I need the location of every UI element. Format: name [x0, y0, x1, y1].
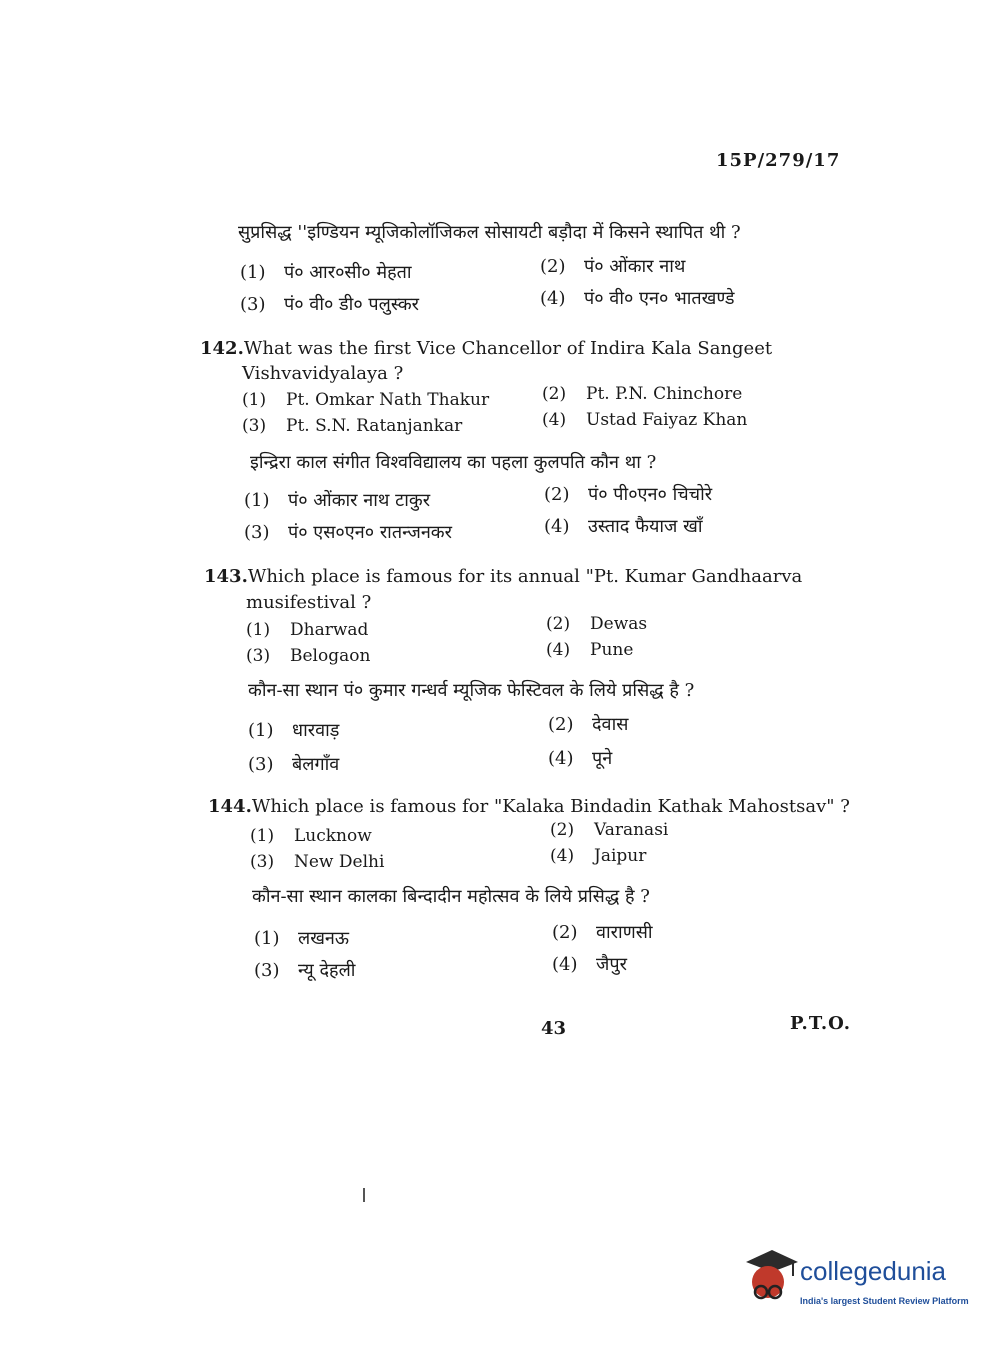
q143-question-line2: musifestival ?	[246, 592, 372, 613]
q142-option-4: (4) Ustad Faiyaz Khan	[542, 410, 748, 430]
q143-question: 143.Which place is famous for its annual "Pt. Kumar Gandhaarva	[204, 566, 803, 587]
q142-hindi-question: इन्द्रिरा काल संगीत विश्वविद्यालय का पहला कुलपति कौन था ?	[250, 452, 657, 473]
q142-hindi-option-3: (3) पं० एस०एन० रातन्जनकर	[244, 522, 452, 543]
q141-hindi-question: सुप्रसिद्ध ''इण्डियन म्यूजिकोलॉजिकल सोसायटी बड़ौदा में किसने स्थापित थी ?	[238, 222, 741, 243]
q143-option-3: (3) Belogaon	[246, 646, 371, 666]
pto-label: P.T.O.	[790, 1013, 852, 1034]
q144-option-4: (4) Jaipur	[550, 846, 647, 866]
q141-hindi-option-3: (3) पं० वी० डी० पलुस्कर	[240, 294, 420, 315]
q144-hindi-option-4: (4) जैपुर	[552, 954, 627, 975]
logo-tagline: India's largest Student Review Platform	[800, 1296, 969, 1306]
q144-option-3: (3) New Delhi	[250, 852, 385, 872]
q144-question: 144.Which place is famous for "Kalaka Bindadin Kathak Mahostsav" ?	[208, 796, 850, 817]
q142-option-3: (3) Pt. S.N. Ratanjankar	[242, 416, 463, 436]
q143-hindi-option-3: (3) बेलगाँव	[248, 754, 340, 775]
q143-hindi-option-2: (2) देवास	[548, 714, 629, 735]
q141-hindi-option-4: (4) पं० वी० एन० भातखण्डे	[540, 288, 735, 309]
logo-brand: collegedunia	[800, 1256, 947, 1286]
q144-option-1: (1) Lucknow	[250, 826, 372, 846]
scan-mark	[363, 1188, 365, 1202]
q143-option-4: (4) Pune	[546, 640, 634, 660]
mascot-icon	[742, 1248, 800, 1312]
q142-hindi-option-1: (1) पं० ओंकार नाथ टाकुर	[244, 490, 431, 511]
collegedunia-logo	[742, 1248, 972, 1318]
q143-hindi-option-4: (4) पूने	[548, 748, 613, 769]
q144-hindi-question: कौन-सा स्थान कालका बिन्दादीन महोत्सव के लिये प्रसिद्ध है ?	[252, 886, 650, 907]
q142-option-1: (1) Pt. Omkar Nath Thakur	[242, 390, 490, 410]
q144-hindi-option-3: (3) न्यू देहली	[254, 960, 356, 981]
q144-option-2: (2) Varanasi	[550, 820, 669, 840]
q142-question-line2: Vishvavidyalaya ?	[242, 363, 404, 384]
q143-option-2: (2) Dewas	[546, 614, 648, 634]
q142-hindi-option-4: (4) उस्ताद फैयाज खाँ	[544, 516, 703, 537]
page-number: 43	[541, 1018, 567, 1039]
q142-question: 142.What was the first Vice Chancellor of Indira Kala Sangeet	[200, 338, 773, 359]
q141-hindi-option-1: (1) पं० आर०सी० मेहता	[240, 262, 412, 283]
q142-option-2: (2) Pt. P.N. Chinchore	[542, 384, 743, 404]
paper-code: 15P/279/17	[716, 150, 841, 171]
q141-hindi-option-2: (2) पं० ओंकार नाथ	[540, 256, 686, 277]
q143-hindi-question: कौन-सा स्थान पं० कुमार गन्धर्व म्यूजिक फेस्टिवल के लिये प्रसिद्ध है ?	[248, 680, 695, 701]
q144-hindi-option-1: (1) लखनऊ	[254, 928, 350, 949]
q143-option-1: (1) Dharwad	[246, 620, 369, 640]
q142-hindi-option-2: (2) पं० पी०एन० चिचोरे	[544, 484, 713, 505]
q144-hindi-option-2: (2) वाराणसी	[552, 922, 653, 943]
q143-hindi-option-1: (1) धारवाड़	[248, 720, 340, 741]
